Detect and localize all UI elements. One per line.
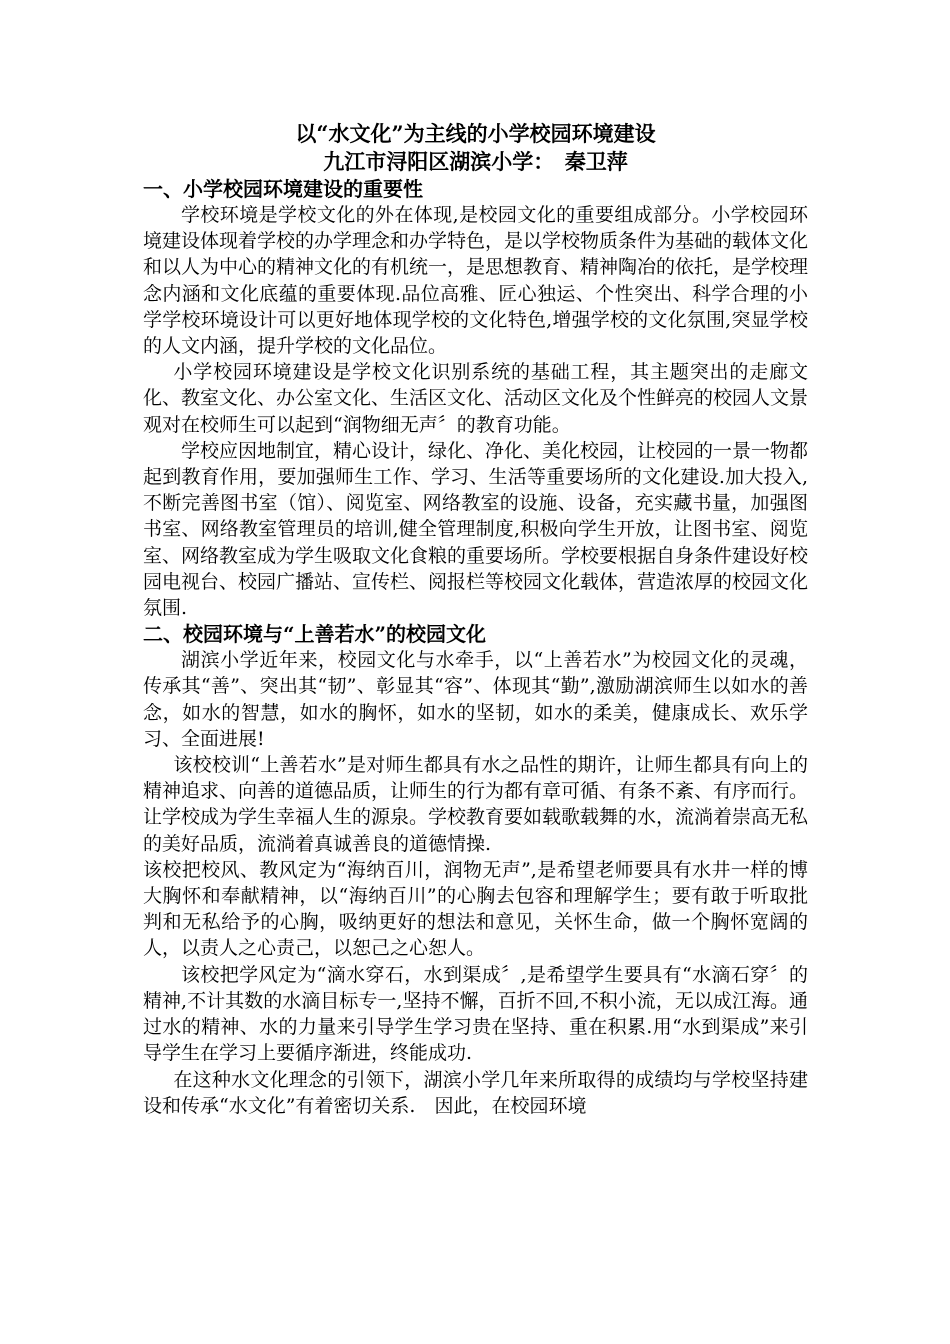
section-1-paragraph-1: 学校环境是学校文化的外在体现,是校园文化的重要组成部分。小学校园环境建设体现着学校的办学理念和办学特色，是以学校物质条件为基础的载体文化和以人为中心的精神文化的有机统一，是思想教育、精神陶冶的依托，是学校理念内涵和文化底蕴的重要体现.品位高雅、匠心独运、个性突出、科学合理的小学学校环境设计可以更好地体现学校的文化特色,增强学校的文化氛围,突显学校的人文内涵，提升学校的文化品位。 xyxy=(143,204,809,358)
section-2-paragraph-5: 在这种水文化理念的引领下，湖滨小学几年来所取得的成绩均与学校坚持建设和传承“水文化”有着密切关系. 因此，在校园环境 xyxy=(143,1068,808,1117)
section-2-paragraph-1: 湖滨小学近年来，校园文化与水牵手，以“上善若水”为校园文化的灵魂，传承其“善”、突出其“韧”、彰显其“容”、体现其“勤”,激励湖滨师生以如水的善念，如水的智慧，如水的胸怀，如水的坚韧，如水的柔美，健康成长、欢乐学习、全面进展! xyxy=(143,649,808,750)
document-title: 以“水文化”为主线的小学校园环境建设 xyxy=(295,121,656,146)
section-2-heading: 二、校园环境与“上善若水”的校园文化 xyxy=(143,622,487,647)
section-1-paragraph-2: 小学校园环境建设是学校文化识别系统的基础工程，其主题突出的走廊文化、教室文化、办公室文化、生活区文化、活动区文化及个性鲜亮的校园人文景观对在校师生可以起到“润物细无声〞的教育功能。 xyxy=(143,361,809,436)
section-1-heading: 一、小学校园环境建设的重要性 xyxy=(143,177,423,201)
section-2-paragraph-2: 该校校训“上善若水”是对师生都具有水之品性的期许，让师生都具有向上的精神追求、向善的道德品质，让师生的行为都有章可循、有条不紊、有序而行。让学校成为学生幸福人生的源泉。学校教育要如载歌载舞的水，流淌着崇高无私的美好品质，流淌着真诚善良的道德情操. xyxy=(143,754,809,855)
section-1-paragraph-3: 学校应因地制宜，精心设计，绿化、净化、美化校园，让校园的一景一物都起到教育作用，要加强师生工作、学习、生活等重要场所的文化建设.加大投入,不断完善图书室（馆）、阅览室、网络教室的设施、设备，充实藏书量，加强图书室、网络教室管理员的培训,健全管理制度,积极向学生开放，让图书室、阅览室、网络教室成为学生吸取文化食粮的重要场所。学校要根据自身条件建设好校园电视台、校园广播站、宣传栏、阅报栏等校园文化载体，营造浓厚的校园文化氛围. xyxy=(143,439,809,620)
author-line: 九江市浔阳区湖滨小学： 秦卫萍 xyxy=(323,149,628,174)
section-2-paragraph-4: 该校把学风定为“滴水穿石，水到渠成〞,是希望学生要具有“水滴石穿〞的精神,不计其数的水滴目标专一,坚持不懈，百折不回,不积小流，无以成江海。通过水的精神、水的力量来引导学生学习贵在坚持、重在积累.用“水到渠成”来引导学生在学习上要循序渐进，终能成功. xyxy=(143,963,808,1065)
section-2-paragraph-3: 该校把校风、教风定为“海纳百川，润物无声”,是希望老师要具有水井一样的博大胸怀和奉献精神，以“海纳百川”的心胸去包容和理解学生；要有敢于听取批判和无私给予的心胸，吸纳更好的想法和意见，关怀生命，做一个胸怀宽阔的人，以责人之心责己，以恕己之心恕人。 xyxy=(143,858,808,960)
document-page xyxy=(143,120,808,1119)
